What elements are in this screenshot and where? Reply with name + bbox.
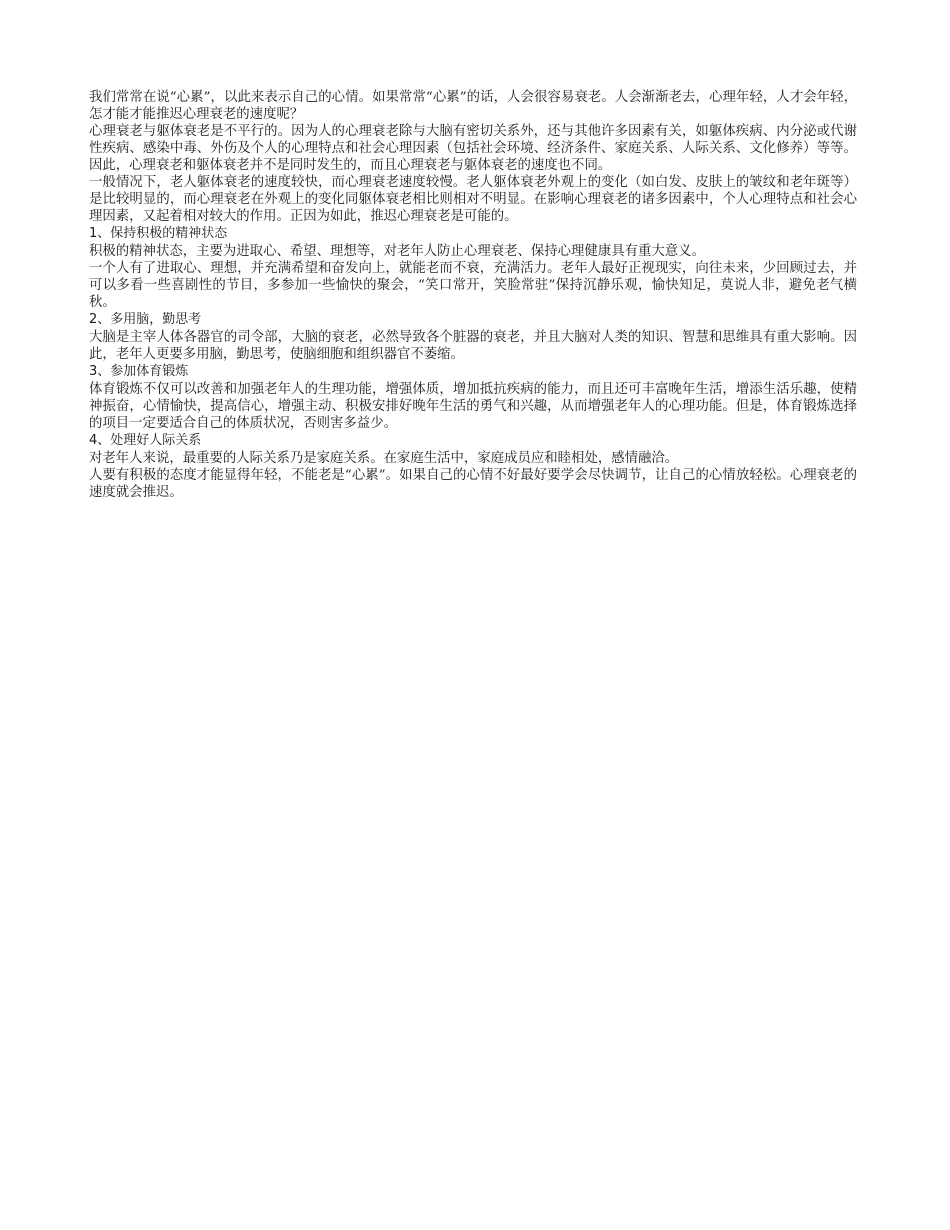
section-3-paragraph-1: 体育锻炼不仅可以改善和加强老年人的生理功能，增强体质，增加抵抗疾病的能力，而且还可丰富晚年生活，增添生活乐趣，使精神振奋，心情愉快，提高信心，增强主动、积极安排好晚年生活的勇气和兴趣，从而增强老年人的心理功能。但是，体育锻炼选择的项目一定要适合自己的体质状况，否则害多益少。 (89, 382, 857, 431)
section-1-paragraph-2: 一个人有了进取心、理想，并充满希望和奋发向上，就能老而不衰，充满活力。老年人最好正视现实，向往未来，少回顾过去，并可以多看一些喜剧性的节目，多参加一些愉快的聚会，“笑口常开，笑脸常驻”保持沉静乐观，愉快知足，莫说人非，避免老气横秋。 (89, 261, 857, 310)
intro-paragraph-3: 一般情况下，老人躯体衰老的速度较快，而心理衰老速度较慢。老人躯体衰老外观上的变化（如白发、皮肤上的皱纹和老年斑等）是比较明显的，而心理衰老在外观上的变化同躯体衰老相比则相对不明显。在影响心理衰老的诸多因素中，个人心理特点和社会心理因素，又起着相对较大的作用。正因为如此，推迟心理衰老是可能的。 (89, 175, 857, 224)
document-page (89, 89, 857, 501)
section-1 (89, 225, 857, 311)
section-heading-4: 4、处理好人际关系 (89, 433, 202, 448)
section-4 (89, 432, 857, 501)
section-heading-2: 2、多用脑，勤思考 (89, 312, 202, 327)
intro-paragraph-1: 我们常常在说“心累”，以此来表示自己的心情。如果常常“心累”的话，人会很容易衰老。人会渐渐老去，心理年轻，人才会年轻，怎才能才能推迟心理衰老的速度呢？ (89, 90, 857, 122)
section-2-paragraph-1: 大脑是主宰人体各器官的司令部，大脑的衰老，必然导致各个脏器的衰老，并且大脑对人类的知识、智慧和思维具有重大影响。因此，老年人更要多用脑，勤思考，使脑细胞和组织器官不萎缩。 (89, 330, 857, 362)
intro-paragraph-2: 心理衰老与躯体衰老是不平行的。因为人的心理衰老除与大脑有密切关系外，还与其他许多因素有关，如躯体疾病、内分泌或代谢性疾病、感染中毒、外伤及个人的心理特点和社会心理因素（包括社会环境、经济条件、家庭关系、人际关系、文化修养）等等。因此，心理衰老和躯体衰老并不是同时发生的，而且心理衰老与躯体衰老的速度也不同。 (89, 124, 857, 173)
section-4-paragraph-2: 人要有积极的态度才能显得年轻，不能老是“心累”。如果自己的心情不好最好要学会尽快调节，让自己的心情放轻松。心理衰老的速度就会推迟。 (89, 468, 857, 500)
section-heading-1: 1、保持积极的精神状态 (89, 226, 228, 241)
section-2 (89, 311, 857, 363)
section-1-paragraph-1: 积极的精神状态，主要为进取心、希望、理想等，对老年人防止心理衰老、保持心理健康具有重大意义。 (89, 244, 705, 259)
section-3 (89, 363, 857, 432)
section-4-paragraph-1: 对老年人来说，最重要的人际关系乃是家庭关系。在家庭生活中，家庭成员应和睦相处，感情融洽。 (89, 451, 679, 466)
section-heading-3: 3、参加体育锻炼 (89, 364, 189, 379)
